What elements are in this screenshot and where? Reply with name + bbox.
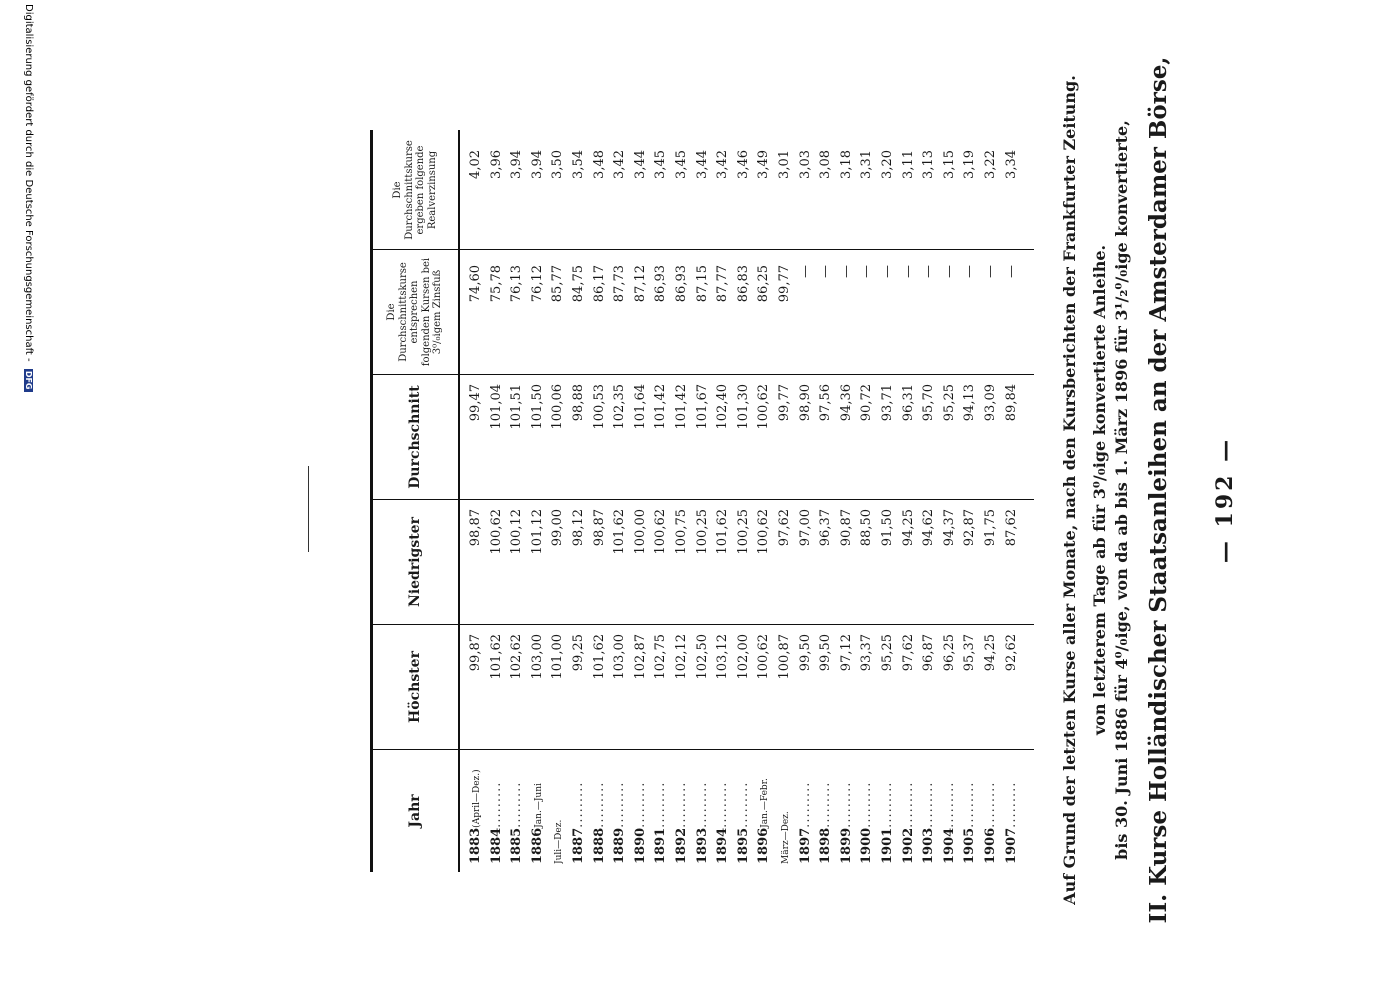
cell-highest: 96,25 bbox=[941, 634, 957, 672]
table-row bbox=[569, 130, 589, 872]
table-row bbox=[796, 130, 816, 872]
table-top-rule bbox=[370, 130, 373, 872]
table-row bbox=[960, 130, 980, 872]
cell-highest: 102,62 bbox=[509, 634, 525, 680]
table-row bbox=[487, 130, 507, 872]
cell-average: 100,53 bbox=[591, 384, 607, 430]
cell-converted: — bbox=[983, 265, 998, 278]
cell-yield: 3,01 bbox=[777, 150, 792, 179]
cell-average: 101,42 bbox=[674, 384, 689, 430]
cell-lowest: 91,75 bbox=[983, 509, 998, 547]
leader-dots: ......... bbox=[900, 781, 916, 828]
cell-converted: 74,60 bbox=[468, 265, 483, 303]
cell-year bbox=[837, 752, 857, 864]
cell-average: 94,36 bbox=[838, 384, 854, 422]
leader-dots: ......... bbox=[612, 781, 628, 828]
leader-dots: ......... bbox=[571, 781, 586, 828]
cell-year bbox=[528, 752, 548, 864]
leader-dots: ......... bbox=[735, 781, 751, 828]
cell-highest: 99,50 bbox=[818, 634, 834, 672]
year-period-note: Jan.—Febr. bbox=[760, 778, 771, 828]
cell-yield: 3,31 bbox=[859, 150, 875, 179]
cell-average: 100,06 bbox=[550, 384, 566, 430]
cell-yield: 3,45 bbox=[653, 150, 669, 179]
leader-dots: ......... bbox=[674, 781, 689, 828]
header-yield: Die Durchschnittskurse ergeben folgende Realverzinsung bbox=[392, 140, 438, 240]
year-label: 1889 bbox=[612, 827, 628, 864]
header-average: Durchschnitt bbox=[407, 385, 423, 489]
table-source-note: Auf Grund der letzten Kurse aller Monate, nach den Kursberichten der Frankfurter Zeitung. bbox=[1060, 75, 1079, 905]
cell-yield: 3,46 bbox=[735, 150, 751, 179]
cell-converted: 87,77 bbox=[715, 265, 731, 303]
cell-highest: 99,87 bbox=[468, 634, 483, 672]
cell-lowest: 90,87 bbox=[838, 509, 854, 547]
table-title: II. Kurse Holländischer Staatsanleihen an der Amsterdamer Börse, bbox=[1145, 56, 1172, 924]
cell-year bbox=[940, 752, 960, 864]
cell-lowest: 96,37 bbox=[818, 509, 834, 547]
cell-highest: 102,75 bbox=[653, 634, 669, 680]
header-converted: Die Durchschnittskurse entsprechen folgenden Kursen bei 3⁰/₀igem Zinsfuß bbox=[386, 257, 444, 367]
cell-lowest: 100,62 bbox=[756, 509, 772, 555]
cell-converted: 86,93 bbox=[653, 265, 669, 303]
cell-highest: 100,87 bbox=[777, 634, 792, 680]
digitization-note: Digitalisierung gefördert durch die Deutsche Forschungsgemeinschaft - bbox=[23, 4, 34, 362]
cell-lowest: 97,00 bbox=[797, 509, 813, 547]
year-label: 1887 bbox=[571, 827, 586, 864]
table-row bbox=[754, 130, 774, 872]
table-row bbox=[590, 130, 610, 872]
table-row bbox=[857, 130, 877, 872]
cell-highest: 95,37 bbox=[962, 634, 978, 672]
cell-lowest: 94,62 bbox=[921, 509, 937, 547]
dfg-logo: DFG bbox=[24, 370, 34, 390]
cell-converted: — bbox=[900, 265, 916, 278]
cell-lowest: 100,12 bbox=[509, 509, 525, 555]
cell-converted: — bbox=[921, 265, 937, 278]
cell-year bbox=[610, 752, 630, 864]
year-label: 1885 bbox=[509, 827, 525, 864]
cell-year bbox=[713, 752, 733, 864]
year-period-note: März—Dez. bbox=[781, 811, 791, 864]
table-row bbox=[837, 130, 857, 872]
cell-average: 101,42 bbox=[653, 384, 669, 430]
table-row bbox=[610, 130, 630, 872]
cell-highest: 97,12 bbox=[838, 634, 854, 672]
cell-lowest: 100,75 bbox=[674, 509, 689, 555]
cell-yield: 3,03 bbox=[797, 150, 813, 179]
leader-dots: ......... bbox=[962, 781, 978, 828]
cell-average: 101,50 bbox=[529, 384, 545, 430]
cell-converted: 76,12 bbox=[529, 265, 545, 303]
cell-lowest: 87,62 bbox=[1003, 509, 1019, 547]
table-row bbox=[940, 130, 960, 872]
cell-yield: 3,15 bbox=[941, 150, 957, 179]
year-label: 1903 bbox=[921, 827, 937, 864]
cell-converted: 87,12 bbox=[632, 265, 648, 303]
cell-average: 102,40 bbox=[715, 384, 731, 430]
table-row bbox=[631, 130, 651, 872]
leader-dots: ......... bbox=[1003, 781, 1019, 828]
cell-yield: 4,02 bbox=[468, 150, 483, 179]
cell-year bbox=[466, 752, 486, 864]
cell-lowest: 100,25 bbox=[735, 509, 751, 555]
cell-converted: — bbox=[818, 265, 834, 278]
cell-highest: 102,50 bbox=[694, 634, 710, 680]
cell-year bbox=[754, 752, 774, 864]
table-row bbox=[672, 130, 692, 872]
cell-lowest: 100,00 bbox=[632, 509, 648, 555]
cell-highest: 96,87 bbox=[921, 634, 937, 672]
leader-dots: ......... bbox=[715, 781, 731, 828]
year-label: 1899 bbox=[838, 827, 854, 864]
cell-highest: 102,12 bbox=[674, 634, 689, 680]
cell-lowest: 101,62 bbox=[612, 509, 628, 555]
cell-yield: 3,45 bbox=[674, 150, 689, 179]
cell-yield: 3,54 bbox=[571, 150, 586, 179]
leader-dots: ......... bbox=[921, 781, 937, 828]
cell-lowest: 92,87 bbox=[962, 509, 978, 547]
year-period-note: (April—Dez.) bbox=[472, 769, 482, 828]
cell-year bbox=[651, 752, 671, 864]
cell-average: 96,31 bbox=[900, 384, 916, 422]
cell-year bbox=[878, 752, 898, 864]
cell-year bbox=[672, 752, 692, 864]
cell-average: 89,84 bbox=[1003, 384, 1019, 422]
cell-yield: 3,42 bbox=[612, 150, 628, 179]
cell-year bbox=[590, 752, 610, 864]
cell-year bbox=[569, 752, 589, 864]
cell-converted: 84,75 bbox=[571, 265, 586, 303]
cell-year bbox=[816, 752, 836, 864]
cell-highest: 102,87 bbox=[632, 634, 648, 680]
cell-highest: 95,25 bbox=[880, 634, 895, 672]
cell-lowest: 98,87 bbox=[591, 509, 607, 547]
cell-lowest: 94,37 bbox=[941, 509, 957, 547]
cell-lowest: 98,87 bbox=[468, 509, 483, 547]
cell-average: 93,09 bbox=[983, 384, 998, 422]
cell-average: 99,47 bbox=[468, 384, 483, 422]
cell-yield: 3,94 bbox=[529, 150, 545, 179]
cell-average: 101,67 bbox=[694, 384, 710, 430]
cell-yield: 3,22 bbox=[983, 150, 998, 179]
table-row bbox=[713, 130, 733, 872]
cell-year bbox=[796, 752, 816, 864]
cell-converted: 86,25 bbox=[756, 265, 772, 303]
cell-yield: 3,18 bbox=[838, 150, 854, 179]
leader-dots: ......... bbox=[941, 781, 957, 828]
page-number: — 192 — bbox=[1212, 436, 1238, 564]
cell-lowest: 100,62 bbox=[653, 509, 669, 555]
table-row bbox=[507, 130, 527, 872]
table-row bbox=[734, 130, 754, 872]
cell-highest: 101,62 bbox=[488, 634, 504, 680]
cell-highest: 102,00 bbox=[735, 634, 751, 680]
table-row bbox=[1002, 130, 1022, 872]
cell-lowest: 99,00 bbox=[550, 509, 566, 547]
table-row bbox=[466, 130, 486, 872]
year-label: 1893 bbox=[694, 827, 710, 864]
cell-average: 102,35 bbox=[612, 384, 628, 430]
cell-highest: 101,62 bbox=[591, 634, 607, 680]
cell-yield: 3,48 bbox=[591, 150, 607, 179]
year-label: 1884 bbox=[488, 827, 504, 864]
year-label: 1905 bbox=[962, 827, 978, 864]
cell-highest: 100,62 bbox=[756, 634, 772, 680]
cell-highest: 93,37 bbox=[859, 634, 875, 672]
cell-year bbox=[734, 752, 754, 864]
table-row bbox=[919, 130, 939, 872]
header-year: Jahr bbox=[407, 794, 423, 828]
year-label: 1904 bbox=[941, 827, 957, 864]
leader-dots: ......... bbox=[694, 781, 710, 828]
cell-average: 97,56 bbox=[818, 384, 834, 422]
cell-lowest: 94,25 bbox=[900, 509, 916, 547]
cell-lowest: 91,50 bbox=[880, 509, 895, 547]
table-row bbox=[816, 130, 836, 872]
table-row bbox=[981, 130, 1001, 872]
cell-yield: 3,34 bbox=[1003, 150, 1019, 179]
cell-converted: 76,13 bbox=[509, 265, 525, 303]
cell-yield: 3,49 bbox=[756, 150, 772, 179]
table-row bbox=[693, 130, 713, 872]
cell-lowest: 100,62 bbox=[488, 509, 504, 555]
cell-yield: 3,20 bbox=[880, 150, 895, 179]
bond-price-table bbox=[370, 130, 1034, 872]
cell-average: 99,77 bbox=[777, 384, 792, 422]
margin-mark bbox=[308, 466, 309, 552]
year-label: 1895 bbox=[735, 827, 751, 864]
leader-dots: ......... bbox=[591, 781, 607, 828]
cell-converted: — bbox=[880, 265, 895, 278]
cell-converted: — bbox=[838, 265, 854, 278]
cell-highest: 92,62 bbox=[1003, 634, 1019, 672]
cell-average: 95,70 bbox=[921, 384, 937, 422]
table-row bbox=[651, 130, 671, 872]
cell-average: 93,71 bbox=[880, 384, 895, 422]
leader-dots: ......... bbox=[880, 781, 895, 828]
header-highest: Höchster bbox=[407, 651, 423, 723]
table-row bbox=[528, 130, 548, 872]
cell-highest: 103,00 bbox=[529, 634, 545, 680]
cell-average: 98,88 bbox=[571, 384, 586, 422]
cell-lowest: 101,62 bbox=[715, 509, 731, 555]
cell-year bbox=[487, 752, 507, 864]
year-label: 1897 bbox=[797, 827, 813, 864]
cell-highest: 97,62 bbox=[900, 634, 916, 672]
cell-converted: 75,78 bbox=[488, 265, 504, 303]
year-label: 1883 bbox=[468, 827, 483, 864]
leader-dots: ......... bbox=[488, 781, 504, 828]
cell-converted: 99,77 bbox=[777, 265, 792, 303]
cell-average: 101,04 bbox=[488, 384, 504, 430]
table-row bbox=[775, 130, 795, 872]
leader-dots: ......... bbox=[797, 781, 813, 828]
cell-yield: 3,94 bbox=[509, 150, 525, 179]
cell-yield: 3,44 bbox=[632, 150, 648, 179]
leader-dots: ......... bbox=[653, 781, 669, 828]
cell-yield: 3,96 bbox=[488, 150, 504, 179]
year-period-note: Juli—Dez. bbox=[554, 819, 565, 864]
year-label: 1898 bbox=[818, 827, 834, 864]
cell-converted: 86,83 bbox=[735, 265, 751, 303]
cell-yield: 3,19 bbox=[962, 150, 978, 179]
cell-yield: 3,11 bbox=[900, 150, 916, 179]
cell-converted: 85,77 bbox=[550, 265, 566, 303]
cell-yield: 3,42 bbox=[715, 150, 731, 179]
leader-dots: ......... bbox=[632, 781, 648, 828]
year-label: 1907 bbox=[1003, 827, 1019, 864]
cell-highest: 103,12 bbox=[715, 634, 731, 680]
year-label: 1890 bbox=[632, 827, 648, 864]
cell-year bbox=[507, 752, 527, 864]
cell-converted: 86,17 bbox=[591, 265, 607, 303]
year-label: 1901 bbox=[880, 827, 895, 864]
cell-yield: 3,08 bbox=[818, 150, 834, 179]
cell-lowest: 100,25 bbox=[694, 509, 710, 555]
cell-converted: 87,15 bbox=[694, 265, 710, 303]
cell-average: 100,62 bbox=[756, 384, 772, 430]
cell-highest: 99,50 bbox=[797, 634, 813, 672]
cell-average: 101,64 bbox=[632, 384, 648, 430]
cell-year bbox=[899, 752, 919, 864]
year-label: 1894 bbox=[715, 827, 731, 864]
cell-lowest: 98,12 bbox=[571, 509, 586, 547]
cell-year bbox=[693, 752, 713, 864]
year-label: 1900 bbox=[859, 827, 875, 864]
cell-highest: 99,25 bbox=[571, 634, 586, 672]
year-label: 1886 bbox=[529, 827, 545, 864]
table-row bbox=[899, 130, 919, 872]
year-label: 1892 bbox=[674, 827, 689, 864]
cell-average: 98,90 bbox=[797, 384, 813, 422]
year-label: 1906 bbox=[983, 827, 998, 864]
cell-converted: — bbox=[941, 265, 957, 278]
leader-dots: ......... bbox=[818, 781, 834, 828]
table-subtitle-1: bis 30. Juni 1886 für 4⁰/₀ige, von da ab bis 1. März 1896 für 3¹/₂⁰/₀ige konvertierte, bbox=[1112, 120, 1131, 860]
cell-highest: 94,25 bbox=[983, 634, 998, 672]
cell-yield: 3,13 bbox=[921, 150, 937, 179]
cell-average: 101,51 bbox=[509, 384, 525, 430]
table-header-rule bbox=[458, 130, 460, 872]
cell-converted: — bbox=[797, 265, 813, 278]
cell-year bbox=[775, 752, 795, 864]
cell-highest: 103,00 bbox=[612, 634, 628, 680]
cell-average: 90,72 bbox=[859, 384, 875, 422]
cell-lowest: 101,12 bbox=[529, 509, 545, 555]
cell-converted: — bbox=[962, 265, 978, 278]
cell-yield: 3,50 bbox=[550, 150, 566, 179]
cell-converted: — bbox=[1003, 265, 1019, 278]
cell-year bbox=[1002, 752, 1022, 864]
cell-lowest: 97,62 bbox=[777, 509, 792, 547]
cell-converted: 86,93 bbox=[674, 265, 689, 303]
cell-highest: 101,00 bbox=[550, 634, 566, 680]
header-lowest: Niedrigster bbox=[407, 517, 423, 607]
table-row bbox=[878, 130, 898, 872]
cell-average: 95,25 bbox=[941, 384, 957, 422]
year-period-note: Jan.—Juni bbox=[533, 783, 544, 828]
cell-year bbox=[960, 752, 980, 864]
cell-year bbox=[919, 752, 939, 864]
cell-converted: 87,73 bbox=[612, 265, 628, 303]
cell-average: 94,13 bbox=[962, 384, 978, 422]
year-label: 1896 bbox=[756, 827, 772, 864]
cell-year bbox=[981, 752, 1001, 864]
table-row bbox=[548, 130, 568, 872]
cell-year bbox=[857, 752, 877, 864]
cell-year bbox=[631, 752, 651, 864]
leader-dots: ......... bbox=[859, 781, 875, 828]
digitization-footer bbox=[20, 4, 34, 390]
year-label: 1902 bbox=[900, 827, 916, 864]
leader-dots: ......... bbox=[983, 781, 998, 828]
cell-average: 101,30 bbox=[735, 384, 751, 430]
cell-year bbox=[548, 752, 568, 864]
leader-dots: ......... bbox=[838, 781, 854, 828]
year-label: 1888 bbox=[591, 827, 607, 864]
cell-yield: 3,44 bbox=[694, 150, 710, 179]
cell-converted: — bbox=[859, 265, 875, 278]
cell-lowest: 88,50 bbox=[859, 509, 875, 547]
year-label: 1891 bbox=[653, 827, 669, 864]
leader-dots: ......... bbox=[509, 781, 525, 828]
table-subtitle-2: von letzterem Tage ab für 3⁰/₀ige konvertierte Anleihe. bbox=[1090, 244, 1109, 736]
